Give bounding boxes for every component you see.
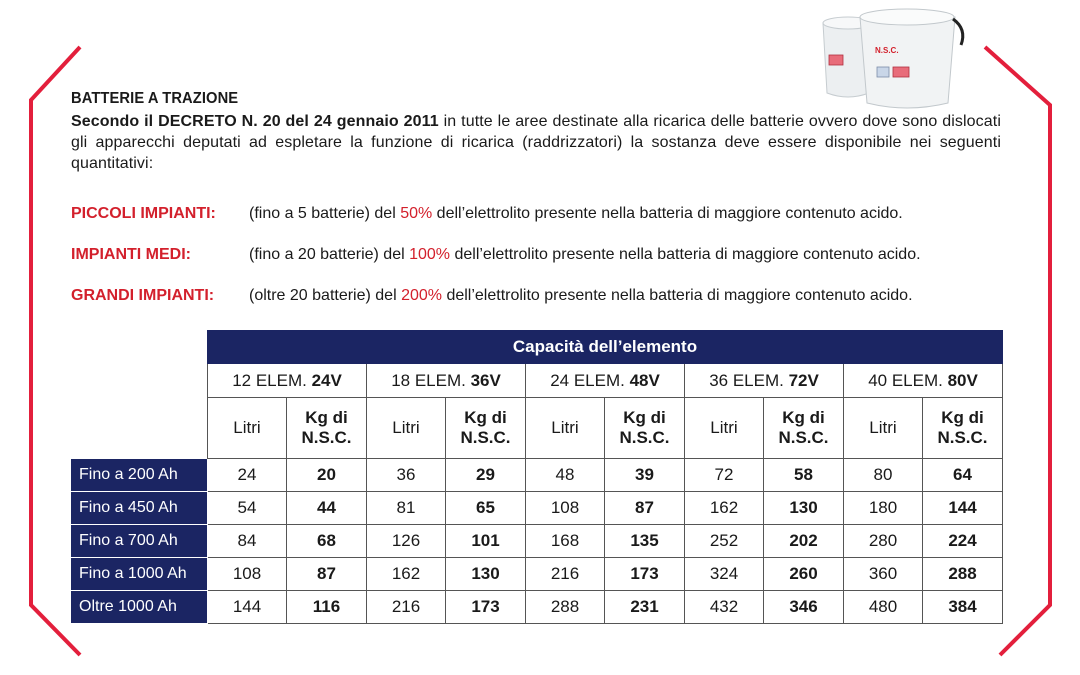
element-group-header: [367, 364, 526, 398]
row-label: Fino a 1000 Ah: [71, 558, 208, 591]
rule-text: [249, 246, 921, 264]
row-label: Oltre 1000 Ah: [71, 591, 208, 624]
rule-small-plants: [71, 205, 1031, 246]
intro-paragraph: [71, 111, 1001, 174]
subheader-row: [71, 398, 1003, 459]
element-voltage: 80V: [947, 370, 978, 390]
cell-litri: 216: [367, 591, 446, 624]
cell-litri: 126: [367, 525, 446, 558]
column-kg-nsc: [446, 398, 526, 459]
column-kg-nsc: [605, 398, 685, 459]
column-kg-line1: Kg di: [305, 408, 348, 427]
rule-text-before: (oltre 20 batterie) del: [249, 287, 402, 304]
rule-percent: 200%: [401, 287, 442, 304]
cell-kg: 116: [287, 591, 367, 624]
cell-litri: 162: [367, 558, 446, 591]
cell-litri: 108: [526, 492, 605, 525]
cell-kg: 135: [605, 525, 685, 558]
cell-litri: 216: [526, 558, 605, 591]
cell-kg: 101: [446, 525, 526, 558]
product-label: N.S.C.: [875, 46, 899, 55]
cell-kg: 144: [923, 492, 1003, 525]
rule-text-before: (fino a 5 batterie) del: [249, 205, 401, 222]
cell-kg: 260: [764, 558, 844, 591]
rule-text-after: dell’elettrolito presente nella batteria di maggiore contenuto acido.: [442, 287, 913, 304]
rule-percent: 100%: [409, 246, 451, 263]
cell-kg: 384: [923, 591, 1003, 624]
cell-kg: 44: [287, 492, 367, 525]
cell-litri: 48: [526, 459, 605, 492]
rule-text: [249, 205, 903, 223]
capacity-table: [71, 330, 1003, 624]
column-kg-line1: Kg di: [941, 408, 984, 427]
rule-text: [249, 287, 913, 305]
element-group-header: [844, 364, 1003, 398]
cell-litri: 81: [367, 492, 446, 525]
column-litri: Litri: [208, 398, 287, 459]
intro-section: [71, 90, 1001, 174]
cell-litri: 80: [844, 459, 923, 492]
cell-kg: 202: [764, 525, 844, 558]
element-group-header: [208, 364, 367, 398]
cell-litri: 168: [526, 525, 605, 558]
cell-litri: 162: [685, 492, 764, 525]
table-row: [71, 591, 1003, 624]
element-header-row: [71, 364, 1003, 398]
cell-litri: 288: [526, 591, 605, 624]
cell-litri: 280: [844, 525, 923, 558]
cell-kg: 64: [923, 459, 1003, 492]
column-kg-line2: N.S.C.: [778, 428, 829, 447]
cell-litri: 108: [208, 558, 287, 591]
table-row: [71, 459, 1003, 492]
table-corner: [71, 398, 208, 459]
intro-text: in tutte le aree destinate alla ricarica delle batterie ovvero dove sono dislocati gli apparecchi deputati ad espletare la funzione di ricarica (raddrizzatori) la sostanza deve essere disponibile nei seguenti quantitativi:: [71, 113, 1001, 172]
column-litri: Litri: [526, 398, 605, 459]
rules-list: [71, 205, 1031, 328]
cell-litri: 180: [844, 492, 923, 525]
column-kg-line1: Kg di: [464, 408, 507, 427]
cell-kg: 20: [287, 459, 367, 492]
cell-litri: 54: [208, 492, 287, 525]
row-label: Fino a 450 Ah: [71, 492, 208, 525]
element-group-header: [685, 364, 844, 398]
cell-kg: 231: [605, 591, 685, 624]
cell-kg: 29: [446, 459, 526, 492]
column-kg-nsc: [287, 398, 367, 459]
cell-kg: 288: [923, 558, 1003, 591]
rule-label: PICCOLI IMPIANTI:: [71, 205, 216, 222]
cell-kg: 173: [446, 591, 526, 624]
cell-litri: 480: [844, 591, 923, 624]
table-row: [71, 525, 1003, 558]
element-count: 24 ELEM.: [550, 370, 630, 390]
table-row: [71, 492, 1003, 525]
cell-kg: 346: [764, 591, 844, 624]
element-count: 12 ELEM.: [232, 370, 312, 390]
section-title: BATTERIE A TRAZIONE: [71, 90, 239, 107]
table-corner: [71, 331, 208, 364]
cell-kg: 130: [764, 492, 844, 525]
row-label: Fino a 200 Ah: [71, 459, 208, 492]
element-voltage: 72V: [788, 370, 819, 390]
element-count: 18 ELEM.: [391, 370, 471, 390]
cell-litri: 432: [685, 591, 764, 624]
column-kg-line2: N.S.C.: [937, 428, 988, 447]
cell-kg: 58: [764, 459, 844, 492]
rule-text-after: dell’elettrolito presente nella batteria di maggiore contenuto acido.: [432, 205, 903, 222]
cell-litri: 24: [208, 459, 287, 492]
cell-kg: 87: [605, 492, 685, 525]
rule-label: IMPIANTI MEDI:: [71, 246, 191, 263]
rule-label: GRANDI IMPIANTI:: [71, 287, 215, 304]
element-voltage: 24V: [311, 370, 342, 390]
cell-litri: 324: [685, 558, 764, 591]
row-label: Fino a 700 Ah: [71, 525, 208, 558]
rule-percent: 50%: [400, 205, 433, 222]
column-kg-line2: N.S.C.: [619, 428, 670, 447]
cell-litri: 72: [685, 459, 764, 492]
table-row: [71, 558, 1003, 591]
column-kg-line1: Kg di: [623, 408, 666, 427]
column-kg-line2: N.S.C.: [460, 428, 511, 447]
rule-text-after: dell’elettrolito presente nella batteria di maggiore contenuto acido.: [450, 246, 921, 263]
column-kg-nsc: [923, 398, 1003, 459]
cell-kg: 39: [605, 459, 685, 492]
column-kg-line1: Kg di: [782, 408, 825, 427]
element-count: 36 ELEM.: [709, 370, 789, 390]
element-voltage: 48V: [629, 370, 660, 390]
cell-kg: 68: [287, 525, 367, 558]
column-litri: Litri: [367, 398, 446, 459]
decree-reference: Secondo il DECRETO N. 20 del 24 gennaio 2011: [71, 113, 439, 130]
cell-kg: 173: [605, 558, 685, 591]
column-kg-line2: N.S.C.: [301, 428, 352, 447]
element-group-header: [526, 364, 685, 398]
column-kg-nsc: [764, 398, 844, 459]
cell-litri: 36: [367, 459, 446, 492]
rule-medium-plants: [71, 246, 1031, 287]
column-litri: Litri: [844, 398, 923, 459]
cell-litri: 144: [208, 591, 287, 624]
cell-litri: 360: [844, 558, 923, 591]
rule-text-before: (fino a 20 batterie) del: [249, 246, 410, 263]
element-count: 40 ELEM.: [868, 370, 948, 390]
cell-kg: 87: [287, 558, 367, 591]
rule-large-plants: [71, 287, 1031, 328]
table-title: Capacità dell’elemento: [208, 331, 1003, 364]
cell-kg: 65: [446, 492, 526, 525]
cell-kg: 130: [446, 558, 526, 591]
table-corner: [71, 364, 208, 398]
element-voltage: 36V: [470, 370, 501, 390]
column-litri: Litri: [685, 398, 764, 459]
cell-litri: 252: [685, 525, 764, 558]
cell-litri: 84: [208, 525, 287, 558]
cell-kg: 224: [923, 525, 1003, 558]
